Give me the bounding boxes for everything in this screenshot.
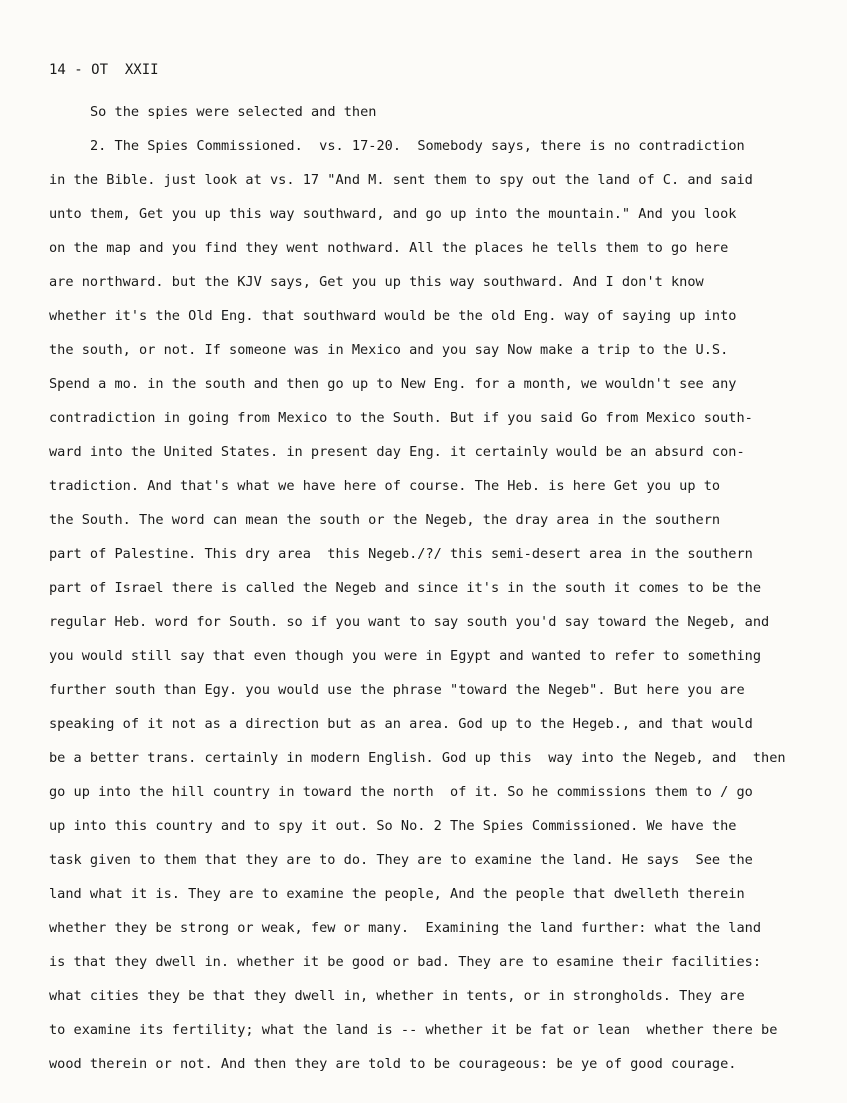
text-line: whether it's the Old Eng. that southward would be the old Eng. way of saying up into [49,308,737,324]
text-line: on the map and you find they went nothward. All the places he tells them to go here [49,240,729,256]
text-line: go up into the hill country in toward the north of it. So he commissions them to / go [49,784,753,800]
text-line: contradiction in going from Mexico to the South. But if you said Go from Mexico south- [49,410,753,426]
text-line: whether they be strong or weak, few or many. Examining the land further: what the land [49,920,762,936]
text-line: part of Israel there is called the Negeb and since it's in the south it comes to be the [49,580,762,596]
text-line: 2. The Spies Commissioned. vs. 17-20. Somebody says, there is no contradiction [90,138,745,154]
text-line: tradiction. And that's what we have here of course. The Heb. is here Get you up to [49,478,721,494]
text-line: wood therein or not. And then they are told to be courageous: be ye of good courage. [49,1056,737,1072]
text-line: is that they dwell in. whether it be good or bad. They are to esamine their facilities: [49,954,762,970]
text-line: task given to them that they are to do. They are to examine the land. He says See the [49,852,753,868]
text-line: unto them, Get you up this way southward, and go up into the mountain." And you look [49,206,737,222]
text-line: be a better trans. certainly in modern English. God up this way into the Negeb, and then [49,750,786,766]
text-line: are northward. but the KJV says, Get you up this way southward. And I don't know [49,274,704,290]
text-line: the south, or not. If someone was in Mexico and you say Now make a trip to the U.S. [49,342,729,358]
text-line: So the spies were selected and then [90,104,377,120]
text-line: the South. The word can mean the south or the Negeb, the dray area in the southern [49,512,721,528]
text-line: speaking of it not as a direction but as an area. God up to the Hegeb., and that would [49,716,753,732]
text-line: you would still say that even though you were in Egypt and wanted to refer to something [49,648,762,664]
text-line: ward into the United States. in present day Eng. it certainly would be an absurd con- [49,444,745,460]
text-line: to examine its fertility; what the land is -- whether it be fat or lean whether there be [49,1022,778,1038]
text-line: regular Heb. word for South. so if you want to say south you'd say toward the Negeb, and [49,614,770,630]
text-line: part of Palestine. This dry area this Negeb./?/ this semi-desert area in the southern [49,546,753,562]
page-header: 14 - OT XXII [49,62,159,78]
text-line: land what it is. They are to examine the people, And the people that dwelleth therein [49,886,745,902]
text-line: further south than Egy. you would use the phrase "toward the Negeb". But here you are [49,682,745,698]
text-line: in the Bible. just look at vs. 17 "And M. sent them to spy out the land of C. and said [49,172,753,188]
text-line: what cities they be that they dwell in, whether in tents, or in strongholds. They are [49,988,745,1004]
text-line: Spend a mo. in the south and then go up to New Eng. for a month, we wouldn't see any [49,376,737,392]
text-line: up into this country and to spy it out. So No. 2 The Spies Commissioned. We have the [49,818,737,834]
